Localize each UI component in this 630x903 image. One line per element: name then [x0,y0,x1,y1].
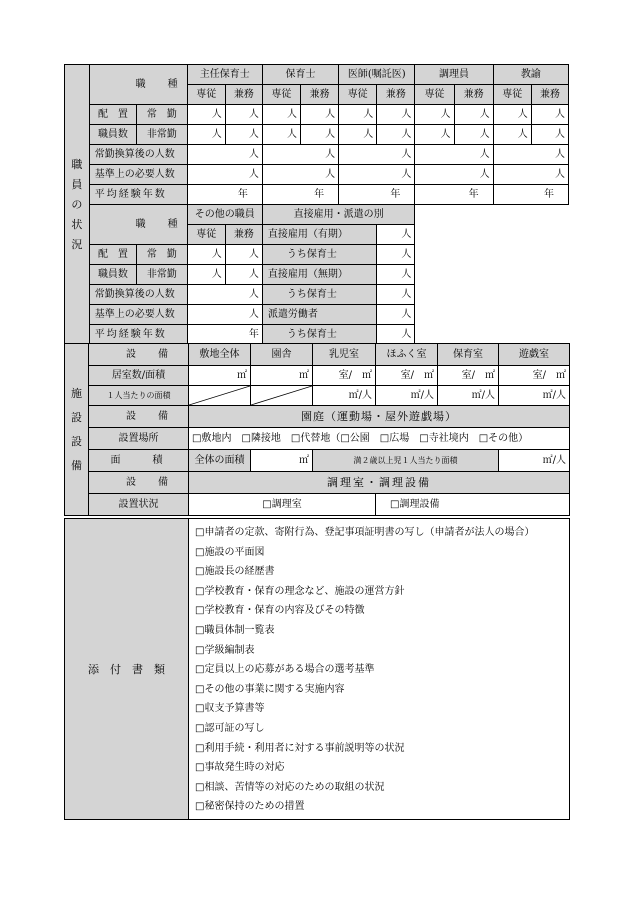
count-cell[interactable]: 人 [225,125,262,145]
sub-concurrent: 兼務 [454,85,493,105]
fte-cell[interactable]: 人 [262,145,338,165]
required-cell[interactable]: 人 [187,165,262,185]
other-count-cell[interactable]: 人 [187,265,225,285]
sub-concurrent: 兼務 [225,225,262,245]
attachment-item[interactable] [195,778,569,798]
count-cell[interactable]: 人 [262,105,300,125]
per-person-cell[interactable]: ㎡/人 [313,386,376,406]
attachments-label: 添 付 書 類 [65,519,189,820]
garden-header: 園庭（運動場・屋外遊戯場） [189,406,570,428]
attachment-item-label: 相談、苦情等の対応のための取組の状況 [204,781,385,793]
of-which-nursery-label: うち保育士 [262,245,376,265]
sub-fulltime: 専従 [262,85,300,105]
room-area-cell[interactable]: 室/ ㎡ [313,366,376,386]
equipment-header: 設 備 [89,406,189,428]
count-cell[interactable]: 人 [454,105,493,125]
attachment-item-label: 認可証の写し [204,722,265,734]
sub-concurrent: 兼務 [225,85,262,105]
attachment-item-label: 事故発生時の対応 [204,762,285,774]
of-which-cell[interactable]: 人 [377,245,415,265]
attachment-item-label: 申請者の定款、寄附行為、登記事項証明書の写し（申請者が法人の場合） [204,527,535,538]
dispatch-cell[interactable]: 人 [377,305,415,325]
attachment-item-label: 学校教育・保育の理念など、施設の運営方針 [204,585,405,597]
required-cell[interactable]: 人 [415,165,493,185]
fte-cell[interactable]: 人 [415,145,493,165]
attachment-item[interactable] [195,699,569,719]
attachment-item-label: 定員以上の応募がある場合の選考基準 [204,664,375,676]
row-required [65,165,569,185]
attachment-item-label: 学級編制表 [204,644,255,656]
attachment-item[interactable] [195,680,569,700]
per-person-area-label: １人当たりの面積 [89,386,189,406]
other-required-cell[interactable]: 人 [187,305,262,325]
room-area-cell[interactable]: 室/ ㎡ [438,366,499,386]
rooms-area-label: 居室数/面積 [89,366,189,386]
job-head-cook: 調理員 [415,65,493,85]
required-label: 基準上の必要人数 [89,305,187,325]
count-cell[interactable]: 人 [493,105,531,125]
row-label-staff-count: 職員数 [89,125,136,145]
other-count-cell[interactable]: 人 [187,245,225,265]
room-area-cell[interactable]: 室/ ㎡ [499,366,570,386]
per-person-cell[interactable]: ㎡/人 [438,386,499,406]
of-which-nursery-label: うち保育士 [262,285,376,305]
staff-section-label: 職員の状況 [65,65,90,345]
room-area-cell[interactable]: 室/ ㎡ [376,366,438,386]
other-staff-header: その他の職員 [187,205,262,225]
sub-concurrent: 兼務 [531,85,568,105]
count-cell[interactable]: 人 [339,125,377,145]
job-head-chief-nursery: 主任保育士 [187,65,262,85]
col-play-room: 遊戯室 [499,344,570,366]
direct-unfixed-cell[interactable]: 人 [377,265,415,285]
kitchen-room-label: 調理室 [271,498,302,510]
per-person-cell[interactable]: ㎡/人 [376,386,438,406]
attachment-item-label: その他の事業に関する実施内容 [204,683,345,695]
row-label-parttime: 非常勤 [137,265,188,285]
attachment-item[interactable] [195,523,569,543]
years-cell[interactable]: 年 [415,185,493,205]
attachment-item-label: 職員体制一覧表 [204,624,275,636]
row-label-staff-count: 職員数 [89,265,136,285]
area-label: 面 積 [89,450,189,472]
job-head-nursery: 保育士 [262,65,338,85]
location-options[interactable]: □敷地内 □隣接地 □代替地（□公園 □広場 □寺社境内 □その他） [189,428,570,450]
attachment-item[interactable] [195,660,569,680]
total-area-label: 全体の面積 [189,450,251,472]
col-nursery-room: 保育室 [438,344,499,366]
dispatch-label: 派遣労働者 [262,305,376,325]
other-count-cell[interactable]: 人 [225,245,262,265]
count-cell[interactable]: 人 [531,125,568,145]
equipment-header: 設 備 [89,472,189,494]
of-which-cell[interactable]: 人 [377,325,415,345]
attachment-item[interactable] [195,641,569,661]
per-child-area-label: 満２歳以上児１人当たり面積 [313,450,499,472]
row-label-fulltime: 常 勤 [137,105,188,125]
required-label: 基準上の必要人数 [89,165,187,185]
count-cell[interactable]: 人 [377,105,415,125]
required-cell[interactable]: 人 [339,165,415,185]
row-years [65,185,569,205]
attachments-table [64,518,570,820]
diagonal-cell [189,386,251,406]
row-fulltime-staff [65,105,569,125]
other-years-cell[interactable]: 年 [187,325,262,345]
count-cell[interactable]: 人 [262,125,300,145]
count-cell[interactable]: 人 [187,105,225,125]
years-cell[interactable]: 年 [493,185,568,205]
sub-fulltime: 専従 [187,85,225,105]
total-area-cell[interactable]: ㎡ [251,450,313,472]
job-type-header: 職 種 [89,65,187,105]
attachment-item[interactable] [195,739,569,759]
attachment-item[interactable] [195,621,569,641]
sub-fulltime: 専従 [493,85,531,105]
of-which-cell[interactable]: 人 [377,285,415,305]
sub-concurrent: 兼務 [300,85,338,105]
fte-cell[interactable]: 人 [187,145,262,165]
years-label: 平均経験年数 [89,325,187,345]
kitchen-equipment-label: 調理設備 [399,498,440,510]
site-area-cell[interactable]: ㎡ [189,366,251,386]
location-label: 設置場所 [89,428,189,450]
facility-table [64,343,570,516]
equipment-header: 設 備 [89,344,189,366]
count-cell[interactable]: 人 [493,125,531,145]
attachment-item-label: 施設の平面図 [204,546,265,558]
attachment-item-label: 利用手続・利用者に対する事前説明等の状況 [204,742,405,754]
count-cell[interactable]: 人 [225,105,262,125]
job-type-header-2: 職 種 [89,205,187,245]
row-label-parttime: 非常勤 [137,125,188,145]
sub-fulltime: 専従 [339,85,377,105]
years-cell[interactable]: 年 [262,185,338,205]
checkbox-icon [262,499,271,510]
direct-fixed-cell[interactable]: 人 [377,225,415,245]
count-cell[interactable]: 人 [187,125,225,145]
diagonal-cell [251,386,313,406]
attachment-item[interactable] [195,797,569,817]
years-cell[interactable]: 年 [187,185,262,205]
attachments-list [189,519,570,820]
count-cell[interactable]: 人 [300,125,338,145]
col-building: 園舎 [251,344,313,366]
fte-label: 常勤換算後の人数 [89,145,187,165]
count-cell[interactable]: 人 [454,125,493,145]
row-label-fulltime: 常 勤 [137,245,188,265]
facility-section-label: 施設設備 [65,344,89,516]
direct-unfixed-label: 直接雇用（無期） [262,265,376,285]
required-cell[interactable]: 人 [493,165,568,185]
attachment-item[interactable] [195,719,569,739]
count-cell[interactable]: 人 [300,105,338,125]
sub-fulltime: 専従 [415,85,454,105]
fte-cell[interactable]: 人 [493,145,568,165]
attachment-item[interactable] [195,543,569,563]
kitchen-equipment-checkbox[interactable] [376,494,570,516]
direct-dispatch-header: 直接雇用・派遣の別 [262,205,415,225]
col-crawling-room: ほふく室 [376,344,438,366]
col-infant-room: 乳児室 [313,344,376,366]
install-status-label: 設置状況 [89,494,189,516]
count-cell[interactable]: 人 [415,105,454,125]
per-child-area-cell[interactable]: ㎡/人 [499,450,570,472]
attachment-item[interactable] [195,758,569,778]
years-cell[interactable]: 年 [339,185,415,205]
years-label: 平均経験年数 [89,185,187,205]
job-head-doctor: 医師(嘱託医) [339,65,415,85]
attachment-item[interactable] [195,582,569,602]
kitchen-room-checkbox[interactable] [189,494,376,516]
row-fte [65,145,569,165]
attachment-item-label: 学校教育・保育の内容及びその特徴 [204,605,365,617]
count-cell[interactable]: 人 [531,105,568,125]
kitchen-header: 調理室・調理設備 [189,472,570,494]
attachment-item[interactable] [195,601,569,621]
per-person-cell[interactable]: ㎡/人 [499,386,570,406]
required-cell[interactable]: 人 [262,165,338,185]
attachment-item-label: 収支予算書等 [204,703,265,715]
of-which-nursery-label: うち保育士 [262,325,376,345]
row-label-placement: 配 置 [89,245,136,265]
count-cell[interactable]: 人 [339,105,377,125]
staff-table-1 [64,64,569,345]
count-cell[interactable]: 人 [415,125,454,145]
fte-cell[interactable]: 人 [339,145,415,165]
other-count-cell[interactable]: 人 [225,265,262,285]
direct-fixed-label: 直接雇用（有期） [262,225,376,245]
col-site: 敷地全体 [189,344,251,366]
row-label-placement: 配 置 [89,105,136,125]
attachment-item[interactable] [195,562,569,582]
fte-label: 常勤換算後の人数 [89,285,187,305]
job-head-teacher: 教諭 [493,65,568,85]
attachment-item-label: 秘密保持のための措置 [204,801,305,813]
other-fte-cell[interactable]: 人 [187,285,262,305]
attachment-item-label: 施設長の経歴書 [204,566,275,578]
sub-fulltime: 専従 [187,225,225,245]
sub-concurrent: 兼務 [377,85,415,105]
building-area-cell[interactable]: ㎡ [251,366,313,386]
count-cell[interactable]: 人 [377,125,415,145]
row-parttime-staff [65,125,569,145]
